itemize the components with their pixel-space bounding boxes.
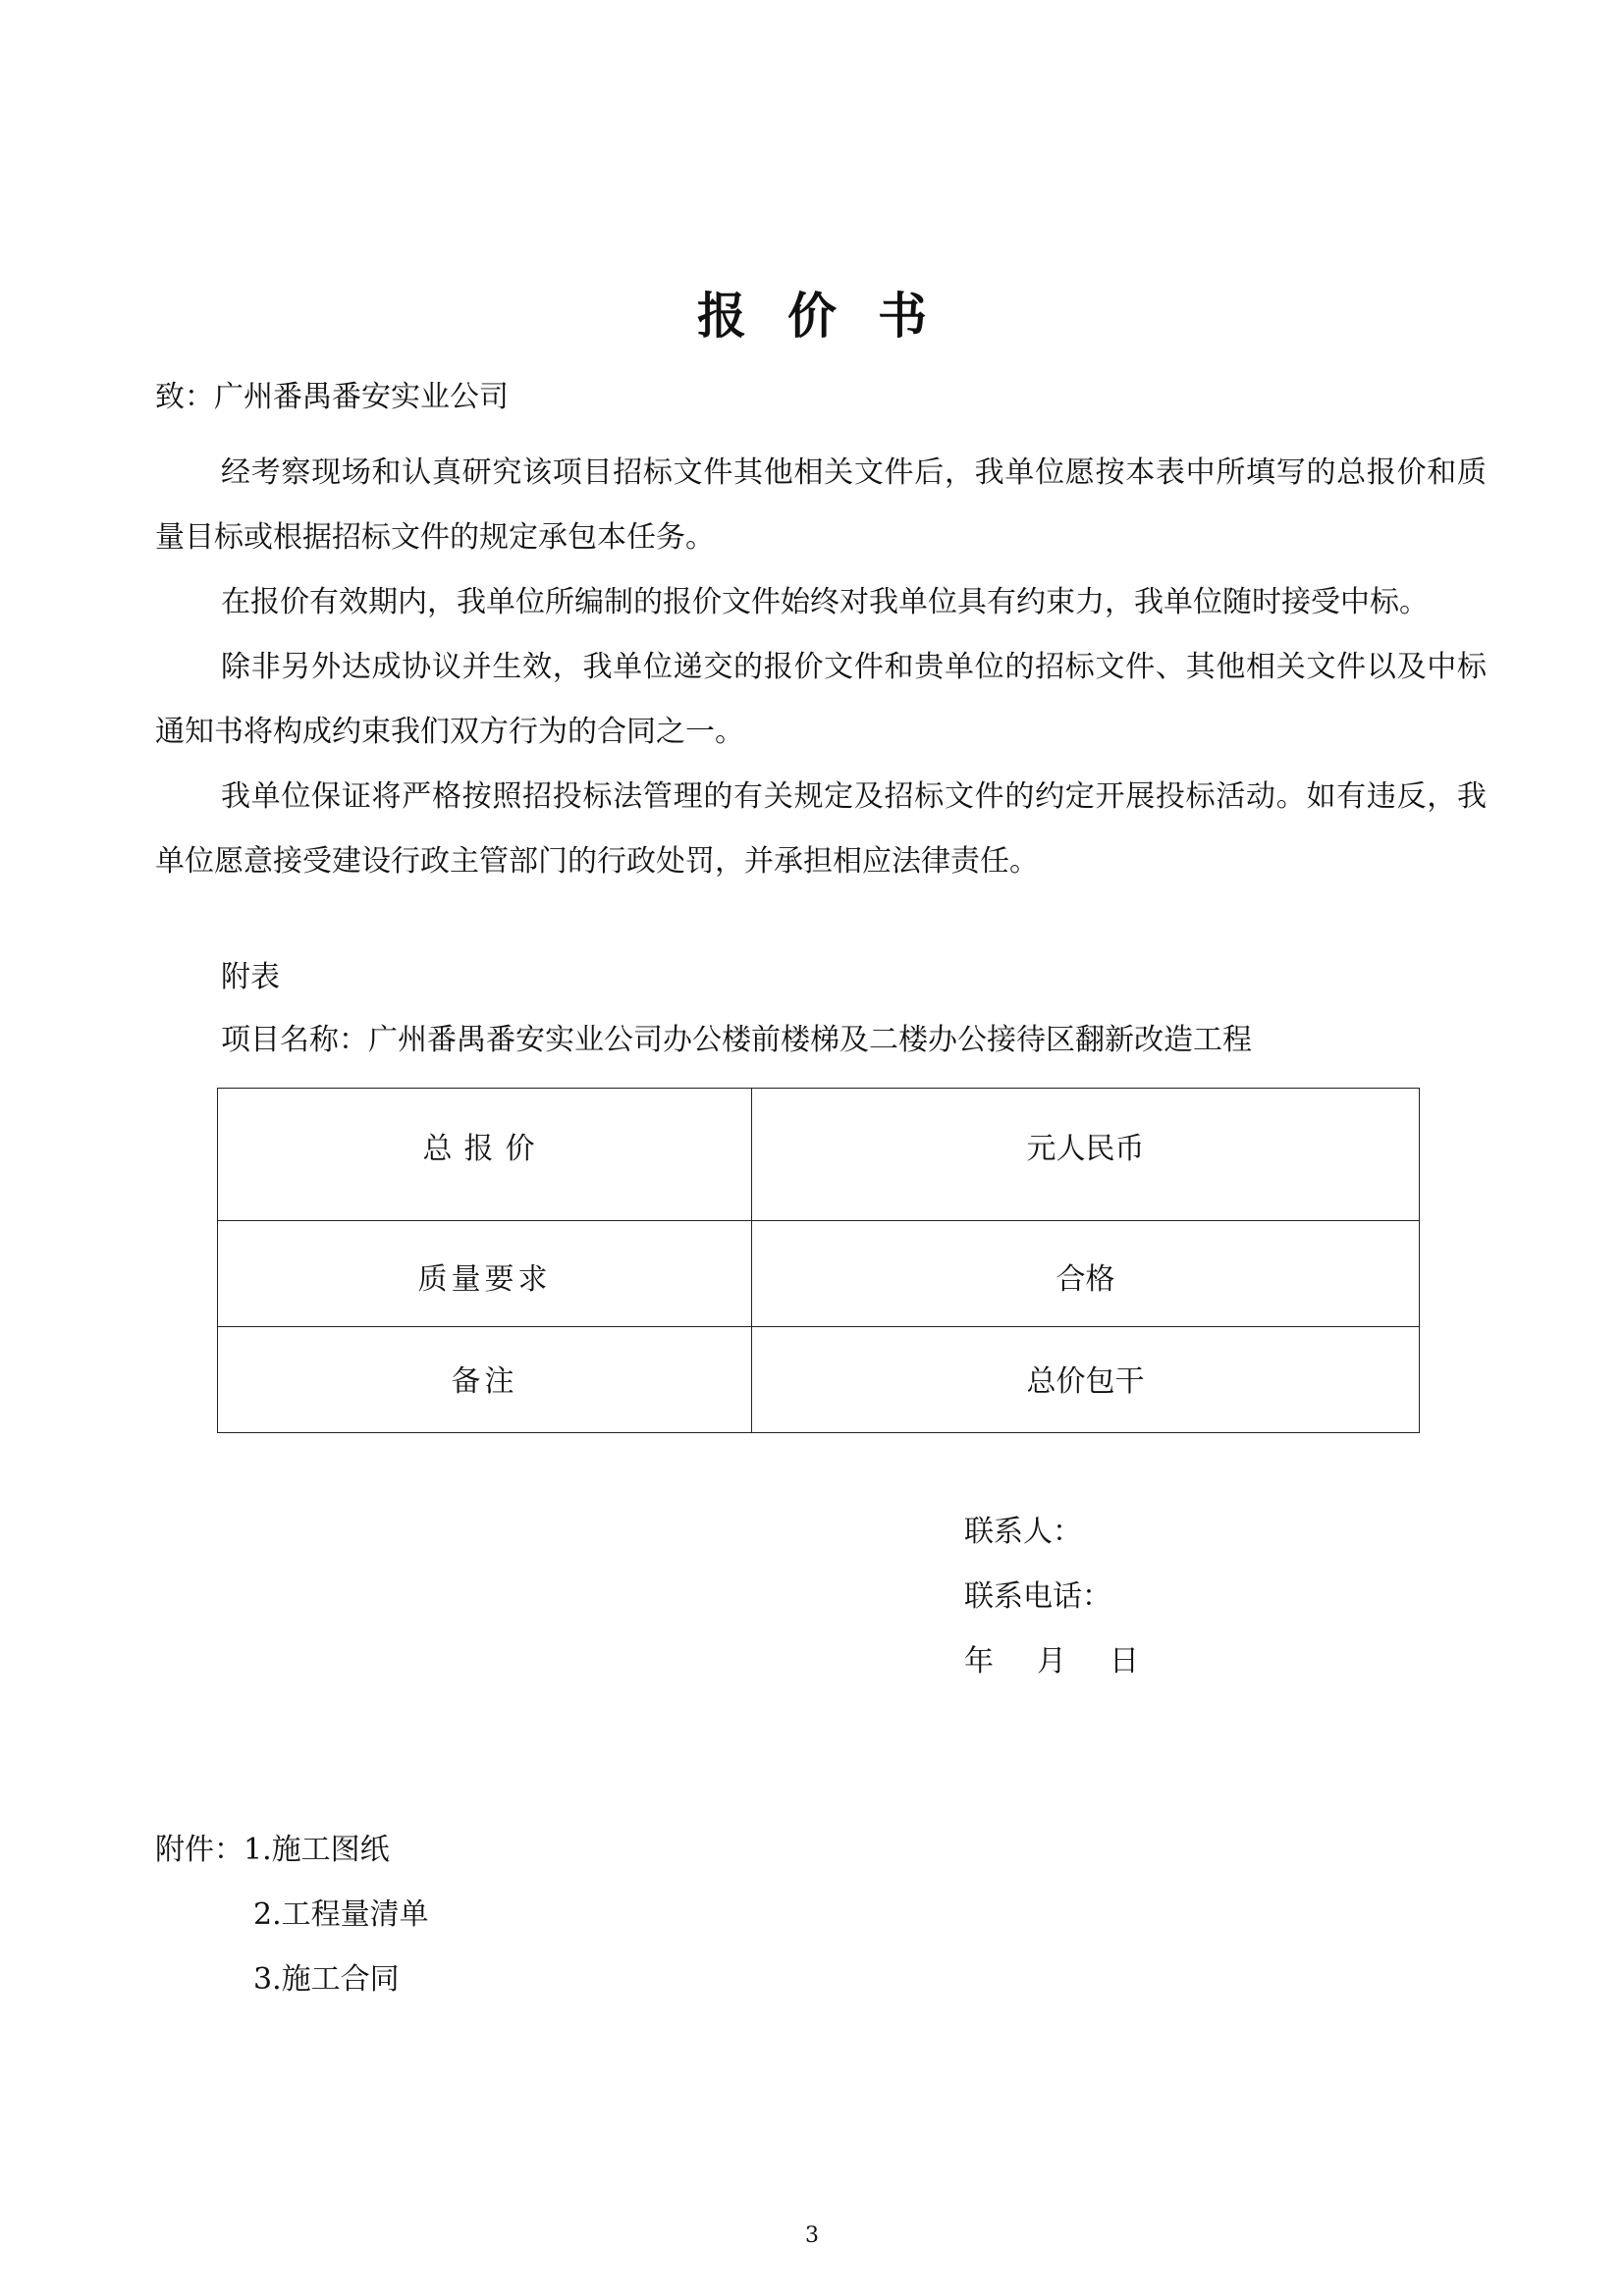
attachment-item: 附件：1.施工图纸 — [155, 1833, 390, 1867]
contact-person-label: 联系人： — [964, 1515, 1082, 1549]
project-name-line: 项目名称：广州番禺番安实业公司办公楼前楼梯及二楼办公接待区翻新改造工程 — [221, 1023, 1252, 1057]
table-row — [218, 1089, 1420, 1221]
body-paragraphs — [155, 441, 1487, 894]
table-row — [218, 1327, 1420, 1433]
remark-value: 总价包干 — [1026, 1364, 1145, 1399]
quality-label: 质量要求 — [417, 1262, 552, 1297]
date-line — [964, 1629, 1139, 1694]
paragraph: 经考察现场和认真研究该项目招标文件其他相关文件后，我单位愿按本表中所填写的总报价和质量目标或根据招标文件的规定承包本任务。 — [155, 455, 1487, 555]
remark-label: 备注 — [451, 1364, 518, 1399]
attachments-label: 附件： — [155, 1833, 244, 1867]
table-cell-label — [218, 1089, 752, 1221]
date-year-label: 年 — [964, 1644, 994, 1679]
table-cell-label — [218, 1221, 752, 1327]
attachments-block — [155, 1818, 429, 2012]
contact-phone-label: 联系电话： — [964, 1579, 1111, 1614]
date-day-label: 日 — [1110, 1644, 1139, 1679]
paragraph: 我单位保证将严格按照招投标法管理的有关规定及招标文件的约定开展投标活动。如有违反，我单位愿意接受建设行政主管部门的行政处罚，并承担相应法律责任。 — [155, 779, 1487, 879]
quote-table — [217, 1088, 1420, 1433]
total-price-label: 总报价 — [422, 1132, 547, 1166]
table-cell-value — [752, 1327, 1420, 1433]
date-month-label: 月 — [1037, 1644, 1066, 1679]
total-price-value: 元人民币 — [1026, 1132, 1145, 1166]
table-row — [218, 1221, 1420, 1327]
table-cell-value — [752, 1089, 1420, 1221]
quality-value: 合格 — [1056, 1262, 1115, 1297]
paragraph: 在报价有效期内，我单位所编制的报价文件始终对我单位具有约束力，我单位随时接受中标。 — [221, 585, 1429, 619]
attachment-item: 3.施工合同 — [253, 1962, 400, 1997]
attachment-item: 2.工程量清单 — [253, 1897, 429, 1932]
table-cell-label — [218, 1327, 752, 1433]
page-number: 3 — [805, 2223, 819, 2248]
addressee-line: 致：广州番禺番安实业公司 — [155, 380, 509, 414]
annex-label: 附表 — [221, 960, 280, 994]
paragraph: 除非另外达成协议并生效，我单位递交的报价文件和贵单位的招标文件、其他相关文件以及中标通知书将构成约束我们双方行为的合同之一。 — [155, 650, 1487, 749]
table-cell-value — [752, 1221, 1420, 1327]
contact-block — [964, 1500, 1139, 1694]
document-title: 报价书 — [697, 287, 968, 345]
